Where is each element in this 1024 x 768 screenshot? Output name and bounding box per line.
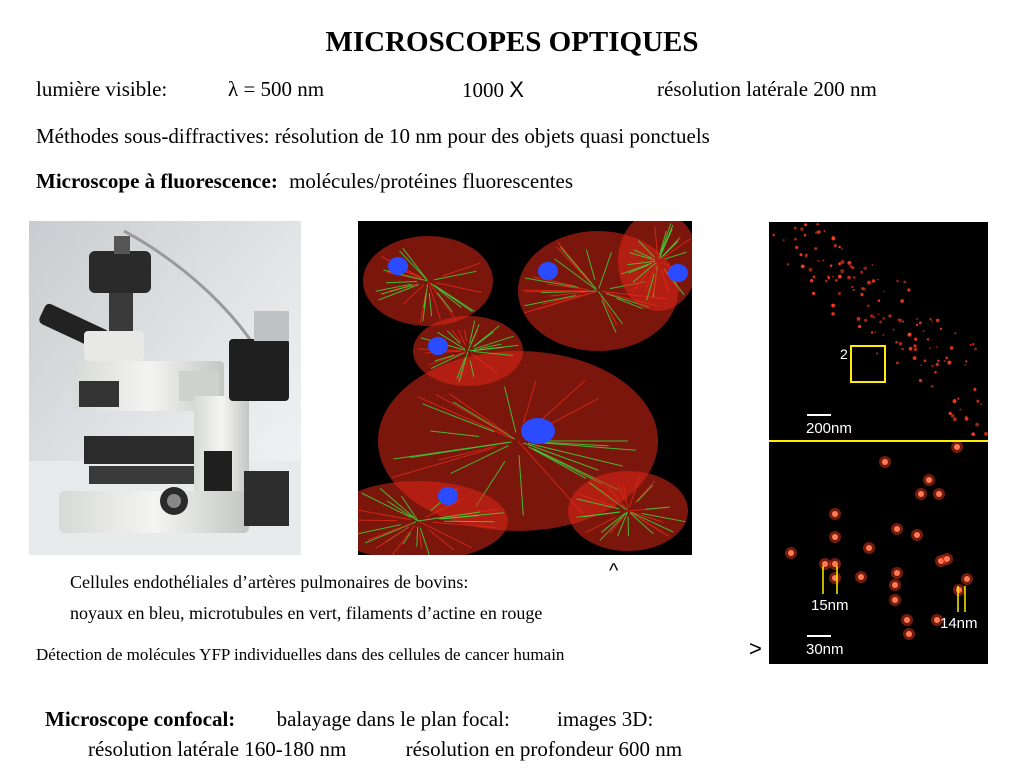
- confocal-label: Microscope confocal:: [45, 707, 236, 731]
- nucleus: [538, 262, 558, 280]
- slide-title: MICROSCOPES OPTIQUES: [325, 26, 699, 58]
- magnification-number: 1000: [462, 78, 504, 102]
- lateral-resolution: résolution latérale 200 nm: [657, 77, 877, 101]
- confocal-line: [45, 707, 653, 732]
- nucleus: [388, 257, 408, 275]
- confocal-scan-text: balayage dans le plan focal:: [276, 707, 510, 731]
- caret-marker: ^: [609, 560, 619, 582]
- nucleus: [428, 337, 448, 355]
- caption-line-1: Cellules endothéliales d’artères pulmonaires de bovins:: [70, 572, 469, 592]
- arrow-marker: >: [749, 636, 762, 661]
- caption-line-2: noyaux en bleu, microtubules en vert, filaments d’actine en rouge: [70, 603, 543, 623]
- single-molecule-image: [769, 222, 988, 664]
- scale-label-bottom: 30nm: [806, 641, 844, 658]
- confocal-3d-text: images 3D:: [557, 707, 654, 731]
- confocal-depth-resolution: résolution en profondeur 600 nm: [405, 737, 683, 761]
- fluorescence-microscope-line: [36, 169, 573, 194]
- magnification-x: X: [509, 77, 524, 102]
- nucleus: [521, 418, 555, 444]
- distance-label-2: 14nm: [940, 615, 978, 632]
- fluorescence-label: Microscope à fluorescence:: [36, 169, 278, 193]
- zoom-box-label: 2: [840, 346, 848, 362]
- nucleus: [668, 264, 688, 282]
- distance-label-1: 15nm: [811, 597, 849, 614]
- wavelength-value: = 500 nm: [243, 77, 325, 101]
- confocal-resolution-line: [88, 737, 682, 762]
- visible-light-label: lumière visible:: [36, 77, 168, 101]
- microscope-photo: [29, 221, 301, 555]
- confocal-lateral-resolution: résolution latérale 160-180 nm: [88, 737, 347, 761]
- magnification: [462, 77, 524, 103]
- fluorescence-desc: molécules/protéines fluorescentes: [289, 169, 574, 193]
- subdiffractive-methods: Méthodes sous-diffractives: résolution de 10 nm pour des objets quasi ponctuels: [36, 124, 710, 148]
- lambda-symbol: λ: [228, 77, 239, 101]
- fluorescent-cells-image: [358, 221, 692, 555]
- wavelength: [228, 77, 324, 102]
- nucleus: [438, 487, 458, 505]
- scale-label-top: 200nm: [806, 420, 852, 437]
- caption-line-3: Détection de molécules YFP individuelles dans des cellules de cancer humain: [36, 645, 565, 664]
